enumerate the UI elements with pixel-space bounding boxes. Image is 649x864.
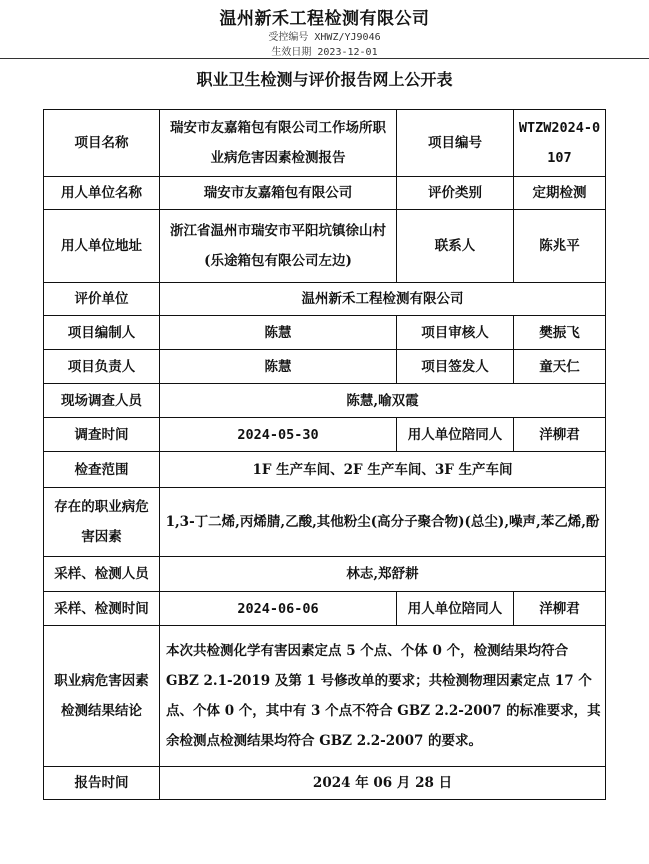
contact-label: 联系人 [397,210,514,283]
conclusion-value: 本次共检测化学有害因素定点 5 个点、个体 0 个，检测结果均符合 GBZ 2.1-2019 及第 1 号修改单的要求；共检测物理因素定点 17 个点、个体 0 个，其中有 3 个点不符合 GBZ 2.2-2007 的标准要求，其余检测点检测结果均符合 GBZ 2.2-2007 的要求。 [160,626,606,767]
address-label: 用人单位地址 [44,210,160,283]
company-name: 温州新禾工程检测有限公司 [219,9,430,29]
contact-value: 陈兆平 [514,210,606,283]
surveyors-label: 现场调查人员 [44,384,160,418]
row-sampling-time [44,592,606,626]
row-address [44,210,606,283]
project-name-label: 项目名称 [44,110,160,177]
escort1-label: 用人单位陪同人 [397,418,514,452]
row-scope [44,452,606,488]
disclosure-table [43,109,606,800]
project-name-value: 瑞安市友嘉箱包有限公司工作场所职业病危害因素检测报告 [160,110,397,177]
effective-date: 生效日期 2023-12-01 [271,47,378,58]
sampling-time-label: 采样、检测时间 [44,592,160,626]
evaluator-label: 评价单位 [44,283,160,316]
reviewer-value: 樊振飞 [514,316,606,350]
document-title: 职业卫生检测与评价报告网上公开表 [196,70,453,89]
evaluator-value: 温州新禾工程检测有限公司 [160,283,606,316]
row-surveyors [44,384,606,418]
row-report-time [44,767,606,800]
header-rule [0,58,649,59]
report-time-value: 2024 年 06 月 28 日 [160,767,606,800]
row-conclusion [44,626,606,767]
samplers-label: 采样、检测人员 [44,557,160,592]
row-project-name [44,110,606,177]
escort2-label: 用人单位陪同人 [397,592,514,626]
scope-value: 1F 生产车间、2F 生产车间、3F 生产车间 [160,452,606,488]
row-employer [44,177,606,210]
hazards-label: 存在的职业病危害因素 [44,488,160,557]
project-no-value: WTZW2024-0107 [514,110,606,177]
leader-value: 陈慧 [160,350,397,384]
conclusion-label: 职业病危害因素检测结果结论 [44,626,160,767]
address-value: 浙江省温州市瑞安市平阳坑镇徐山村(乐途箱包有限公司左边) [160,210,397,283]
row-survey-time [44,418,606,452]
escort1-value: 洋柳君 [514,418,606,452]
employer-label: 用人单位名称 [44,177,160,210]
row-samplers [44,557,606,592]
surveyors-value: 陈慧,喻双霞 [160,384,606,418]
samplers-value: 林志,郑舒耕 [160,557,606,592]
hazards-value: 1,3-丁二烯,丙烯腈,乙酸,其他粉尘(高分子聚合物)(总尘),噪声,苯乙烯,酚 [160,488,606,557]
reviewer-label: 项目审核人 [397,316,514,350]
eval-type-label: 评价类别 [397,177,514,210]
row-compiler [44,316,606,350]
control-number: 受控编号 XHWZ/YJ9046 [268,32,381,43]
row-leader [44,350,606,384]
survey-time-value: 2024-05-30 [160,418,397,452]
leader-label: 项目负责人 [44,350,160,384]
issuer-value: 童天仁 [514,350,606,384]
row-evaluator [44,283,606,316]
escort2-value: 洋柳君 [514,592,606,626]
eval-type-value: 定期检测 [514,177,606,210]
project-no-label: 项目编号 [397,110,514,177]
scope-label: 检查范围 [44,452,160,488]
compiler-value: 陈慧 [160,316,397,350]
issuer-label: 项目签发人 [397,350,514,384]
compiler-label: 项目编制人 [44,316,160,350]
report-time-label: 报告时间 [44,767,160,800]
row-hazards [44,488,606,557]
sampling-time-value: 2024-06-06 [160,592,397,626]
survey-time-label: 调查时间 [44,418,160,452]
employer-value: 瑞安市友嘉箱包有限公司 [160,177,397,210]
